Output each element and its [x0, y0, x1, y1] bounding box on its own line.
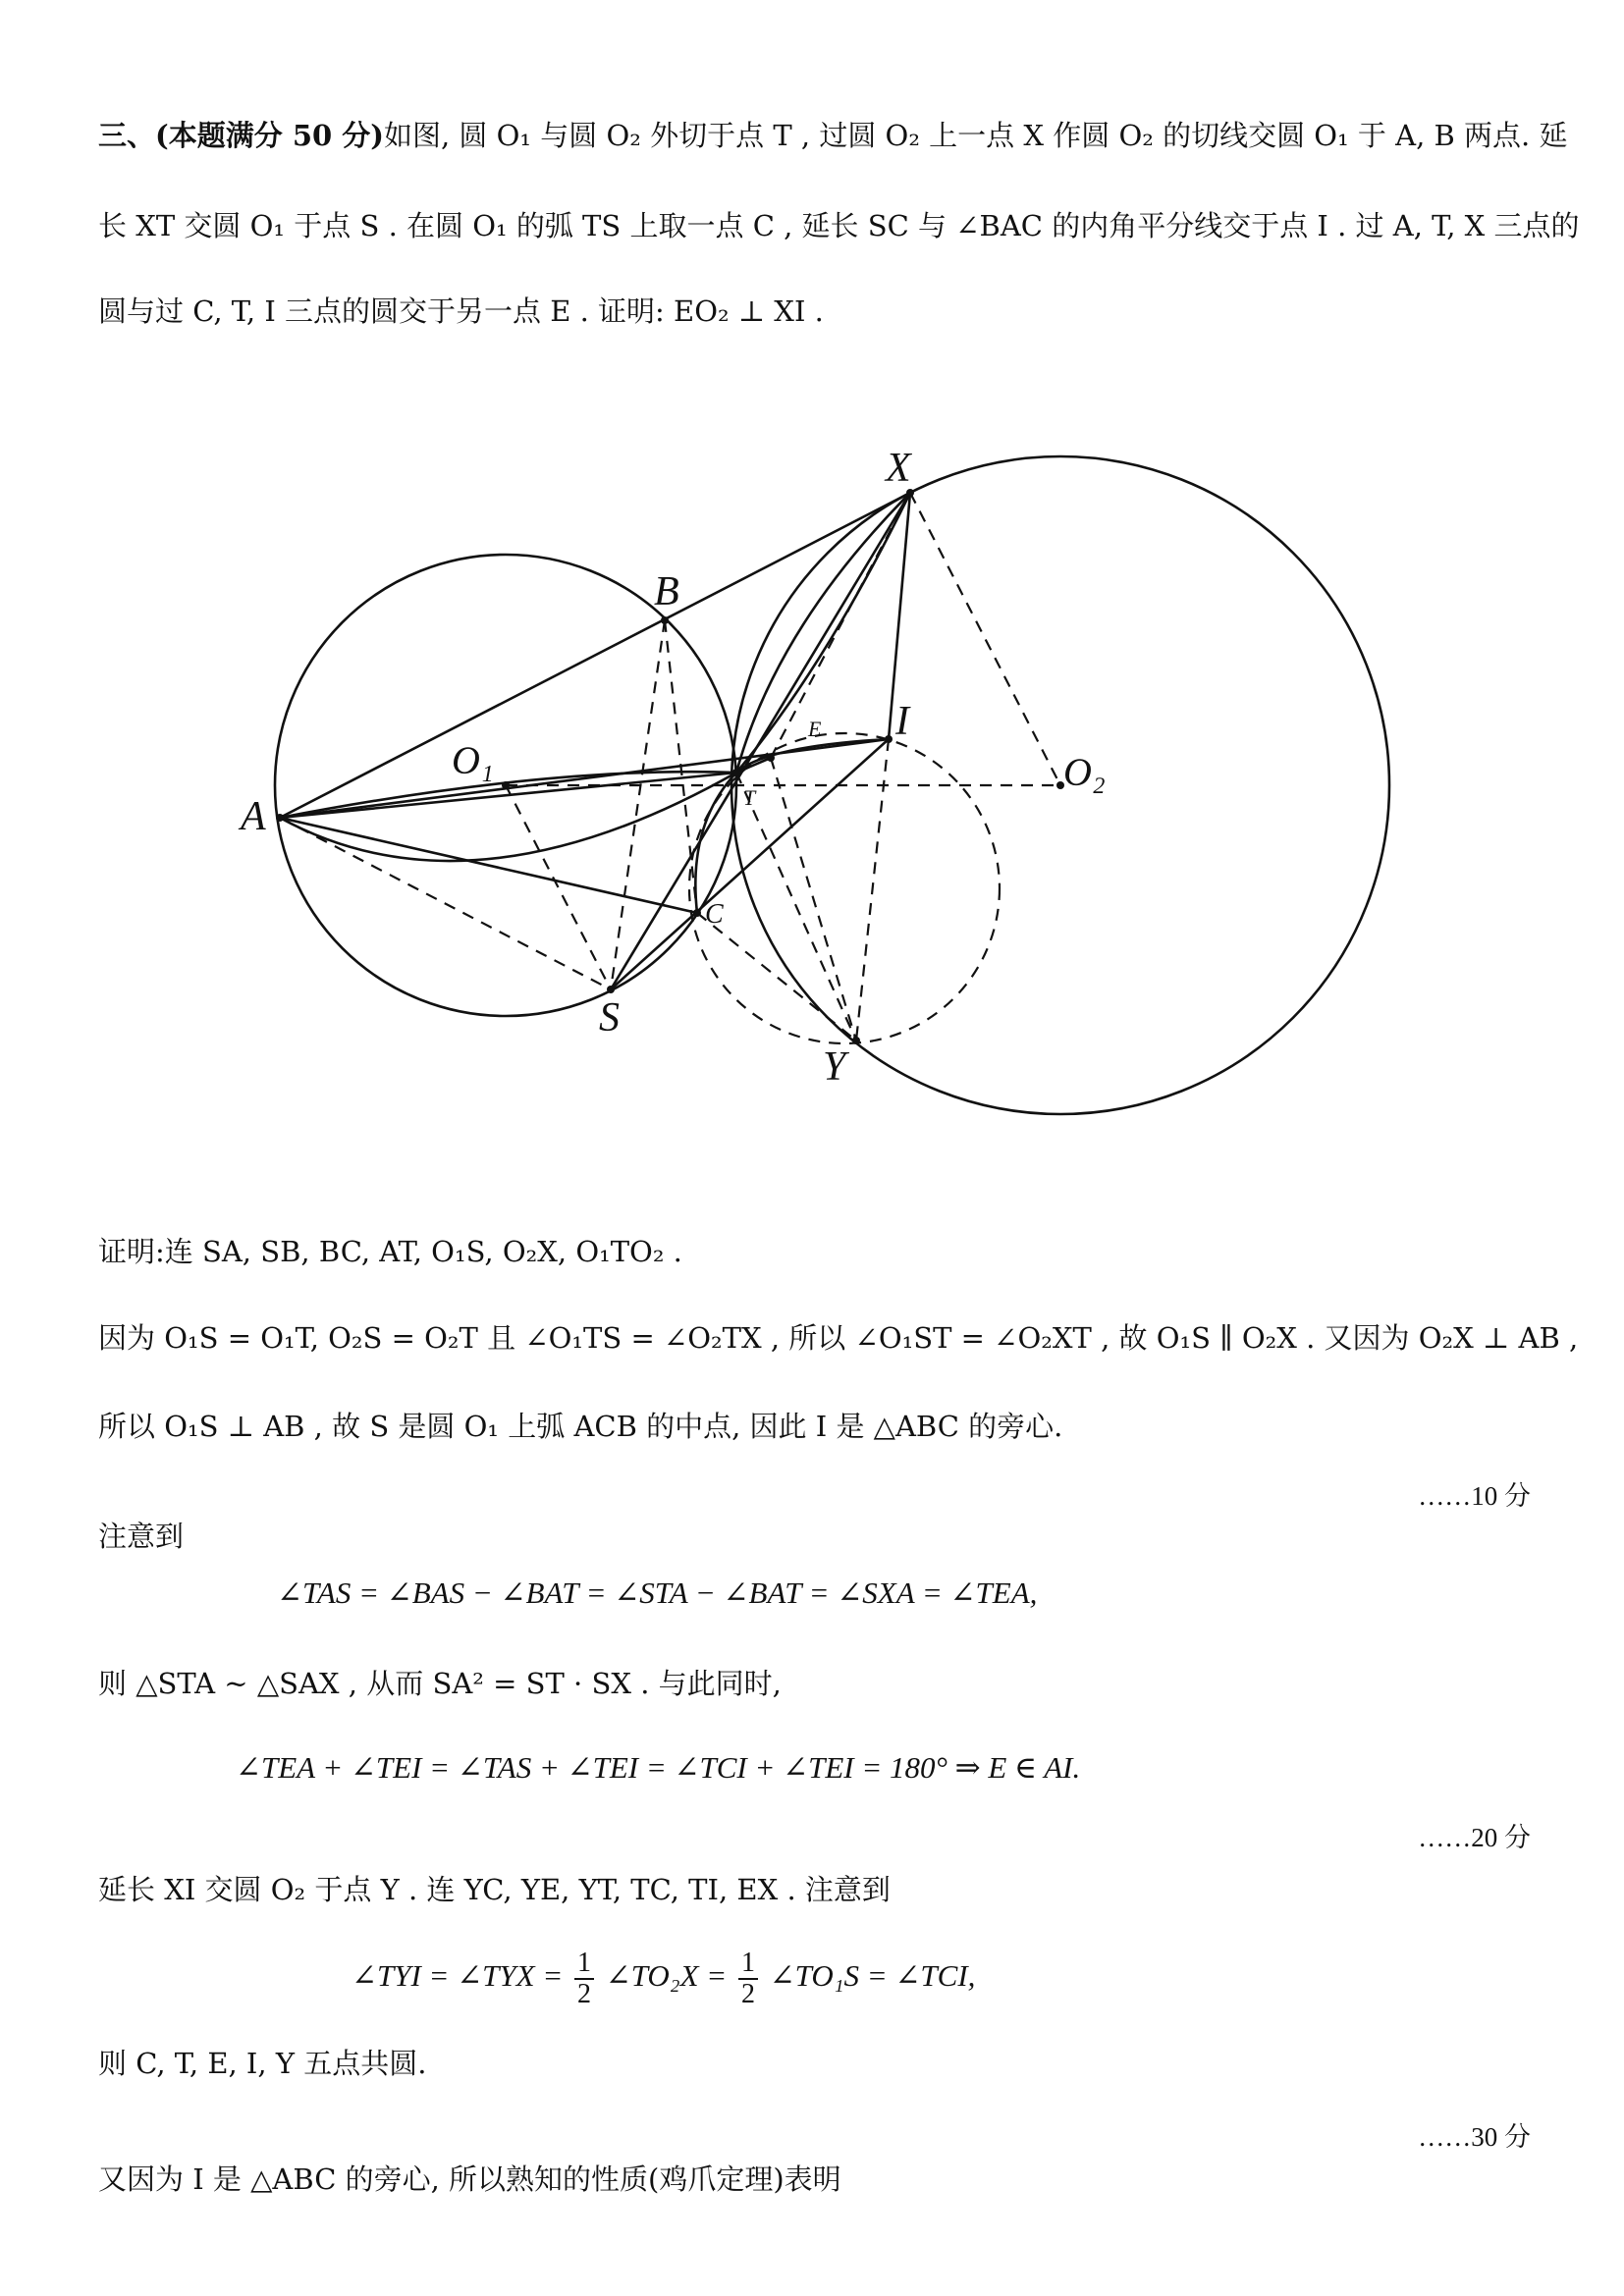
label-x: X	[886, 446, 911, 491]
proof-line-5: 则 △STA ~ △SAX , 从而 SA² = ST · SX . 与此同时,	[98, 1667, 782, 1700]
tangent-line-ax	[280, 493, 910, 818]
label-e: E	[808, 717, 822, 741]
proof-line-6: 延长 XI 交圆 O₂ 于点 Y . 连 YC, YE, YT, TC, TI, EX . 注意到	[98, 1873, 891, 1906]
fraction-half-2: $\frac{1}{2}$	[738, 1949, 758, 2009]
segment-at	[280, 773, 736, 818]
problem-line-3: 圆与过 C, T, I 三点的圆交于另一点 E . 证明: EO₂ ⊥ XI .	[98, 294, 824, 328]
dashed-bs	[611, 620, 665, 989]
dashed-o2x	[910, 493, 1060, 785]
label-s: S	[599, 995, 620, 1041]
proof-line-2: 因为 O₁S = O₁T, O₂S = O₂T 且 ∠O₁TS = ∠O₂TX , 所以 ∠O₁ST = ∠O₂XT , 故 O₁S ∥ O₂X . 又因为 O₂X ⊥ AB ,	[98, 1321, 1579, 1355]
formula-2: ∠TEA + ∠TEI = ∠TAS + ∠TEI = ∠TCI + ∠TEI = 180° ⇒ E ∈ AI.	[236, 1750, 1081, 1785]
dashed-o1s	[506, 785, 611, 989]
dashed-cy	[697, 913, 856, 1041]
score-20: ……20 分	[1418, 1823, 1531, 1852]
formula-3-part-c: ∠TO₁S = ∠TCI,	[769, 1958, 976, 1994]
score-30: ……30 分	[1418, 2122, 1531, 2152]
dashed-ey	[771, 758, 856, 1041]
problem-heading: 三、(本题满分 50 分)	[98, 119, 384, 152]
dashed-as	[280, 818, 611, 989]
label-o2: O₂	[1063, 750, 1106, 794]
proof-note: 注意到	[98, 1520, 185, 1553]
segment-ai	[280, 739, 889, 818]
score-10: ……10 分	[1418, 1481, 1531, 1511]
label-b: B	[654, 569, 679, 614]
formula-1: ∠TAS = ∠BAS − ∠BAT = ∠STA − ∠BAT = ∠SXA = ∠TEA,	[277, 1575, 1038, 1610]
label-a: A	[241, 794, 266, 839]
label-o1: O₁	[452, 738, 494, 782]
segment-si	[611, 739, 889, 989]
formula-3-part-b: ∠TO₂X =	[605, 1958, 728, 1994]
label-c: C	[705, 899, 724, 930]
proof-line-7: 则 C, T, E, I, Y 五点共圆.	[98, 2047, 427, 2080]
fraction-half-1: $\frac{1}{2}$	[574, 1949, 594, 2009]
formula-3	[352, 1949, 975, 2009]
label-i: I	[895, 699, 909, 744]
label-t: T	[743, 785, 756, 810]
problem-text-1: 如图, 圆 O₁ 与圆 O₂ 外切于点 T , 过圆 O₂ 上一点 X 作圆 O₂ 的切线交圆 O₁ 于 A, B 两点. 延	[384, 119, 1568, 152]
formula-3-part-a: ∠TYI = ∠TYX =	[352, 1958, 564, 1994]
label-y: Y	[823, 1044, 846, 1090]
proof-line-3: 所以 O₁S ⊥ AB , 故 S 是圆 O₁ 上弧 ACB 的中点, 因此 I 是 △ABC 的旁心.	[98, 1410, 1063, 1443]
proof-line-1: 证明:连 SA, SB, BC, AT, O₁S, O₂X, O₁TO₂ .	[98, 1235, 682, 1268]
problem-line-2: 长 XT 交圆 O₁ 于点 S . 在圆 O₁ 的弧 TS 上取一点 C , 延长 SC 与 ∠BAC 的内角平分线交于点 I . 过 A, T, X 三点的	[98, 209, 1580, 242]
proof-line-8: 又因为 I 是 △ABC 的旁心, 所以熟知的性质(鸡爪定理)表明	[98, 2163, 841, 2196]
